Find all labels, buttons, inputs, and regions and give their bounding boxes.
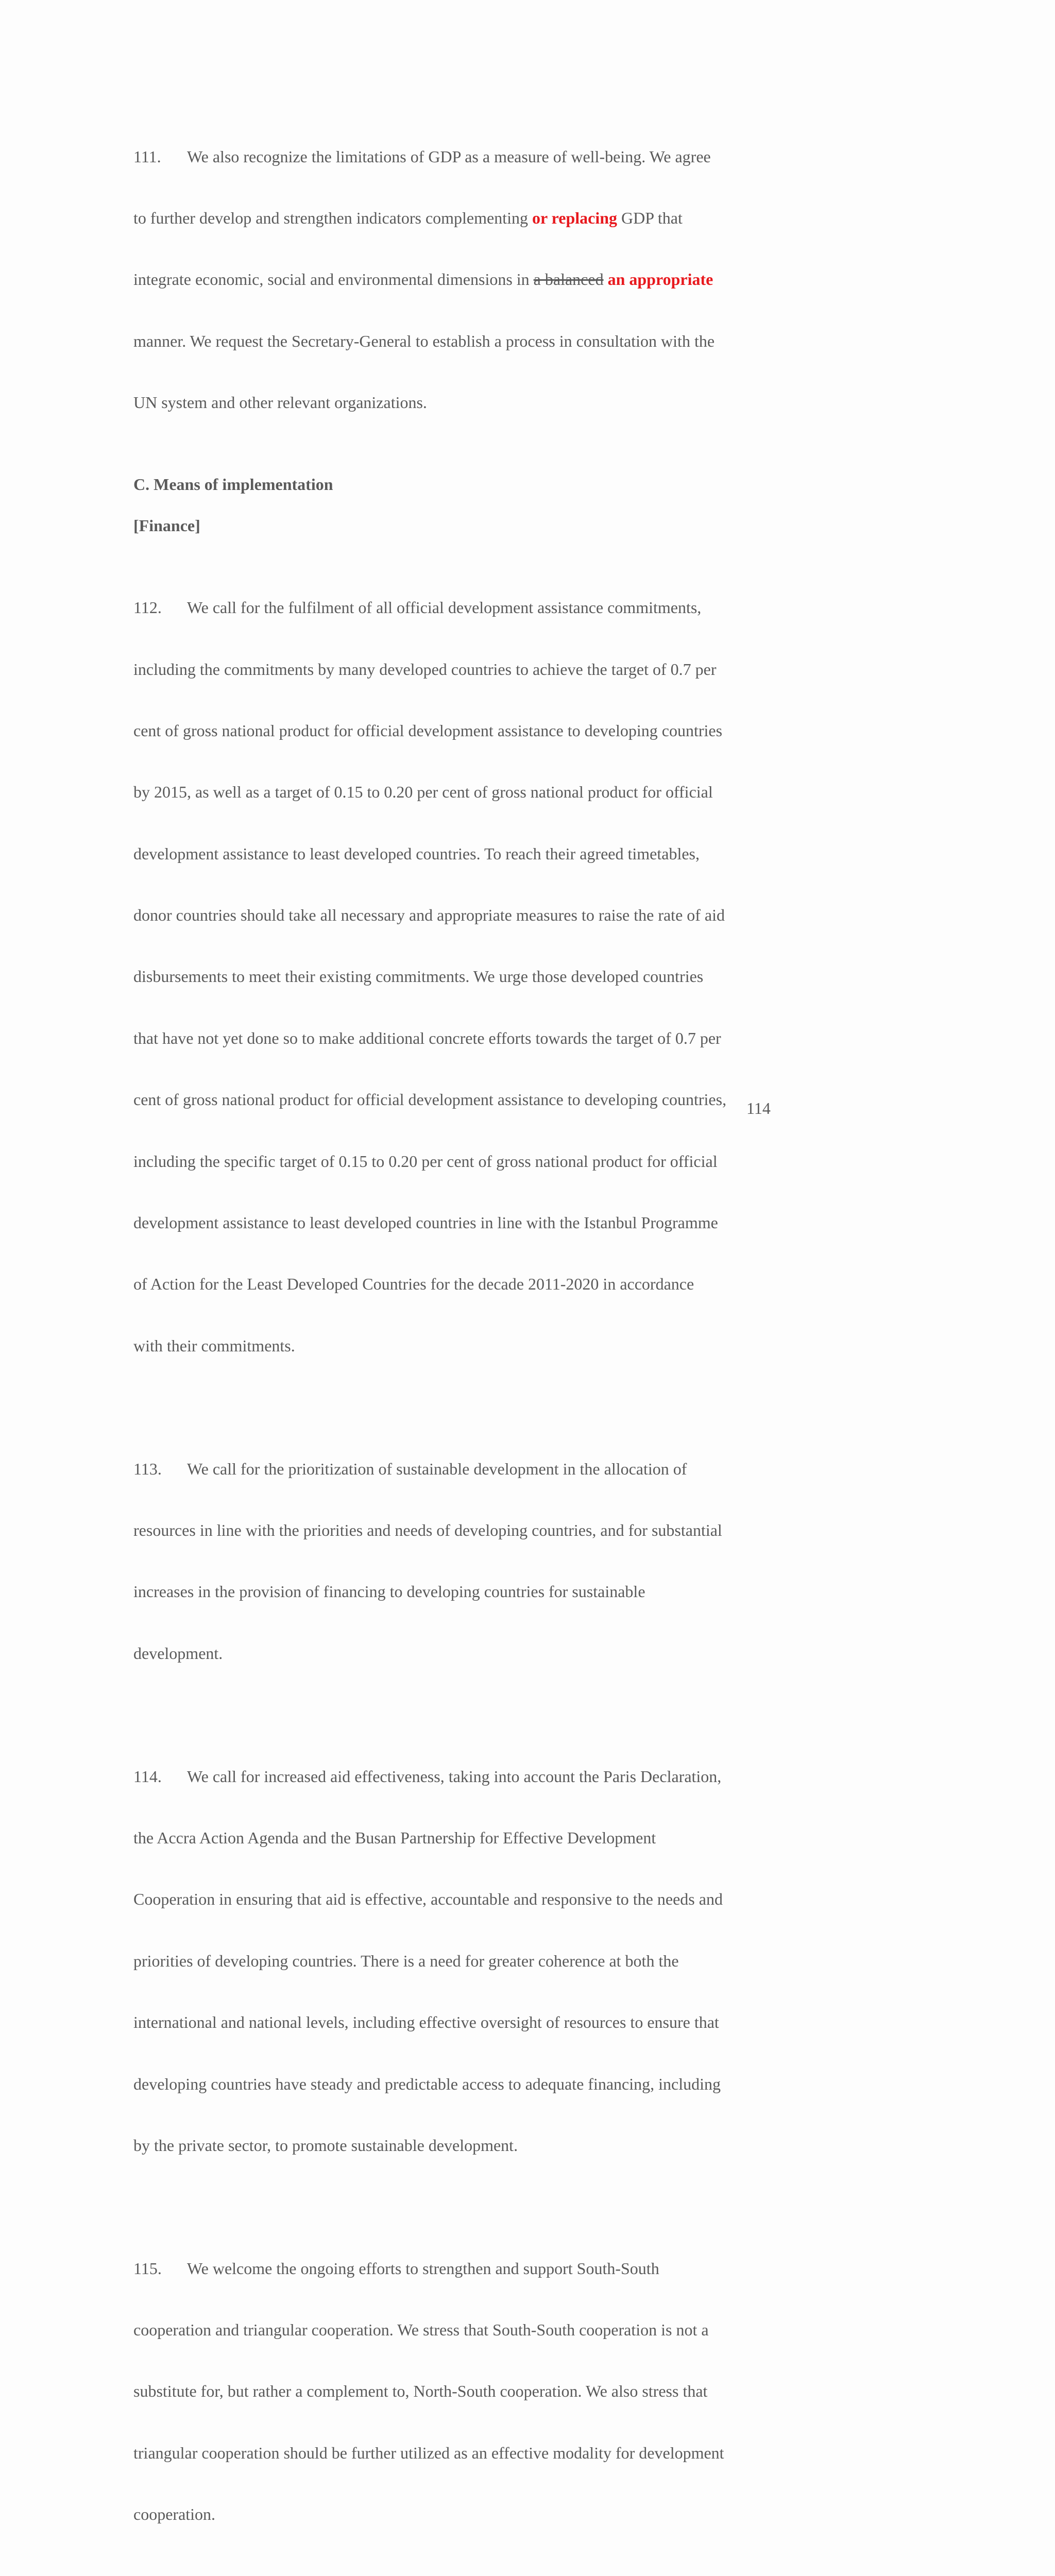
paragraph-line: disbursements to meet their existing commitments. We urge those developed countries [133,967,704,986]
paragraph-text: GDP that [617,208,683,227]
paragraph-line [133,269,777,290]
document-page [133,106,777,2576]
paragraph-line: UN system and other relevant organizations. [133,393,427,412]
paragraph-line: the Accra Action Agenda and the Busan Partnership for Effective Development [133,1828,656,1847]
paragraph-text: We also recognize the limitations of GDP as a measure of well-being. We agree [187,147,711,166]
paragraph-line: that have not yet done so to make additional concrete efforts towards the target of 0.7 per [133,1028,721,1047]
paragraph-line: increases in the provision of financing to developing countries for sustainable [133,1582,645,1601]
paragraph-text: We call for increased aid effectiveness, taking into account the Paris Declaration, [187,1767,722,1786]
paragraph-line: donor countries should take all necessary and appropriate measures to raise the rate of aid [133,906,725,925]
paragraph-line: manner. We request the Secretary-General to establish a process in consultation with the [133,331,715,350]
paragraph-line: international and national levels, including effective oversight of resources to ensure that [133,2013,719,2032]
paragraph-line [133,147,777,167]
paragraph-text: to further develop and strengthen indicators complementing [133,208,532,227]
paragraph-line: cent of gross national product for official development assistance to developing countries [133,721,723,740]
paragraph-111 [133,106,777,454]
paragraph-line: substitute for, but rather a complement to, North-South cooperation. We also stress that [133,2382,708,2401]
paragraph-line [133,208,777,229]
section-heading: C. Means of implementation [133,475,333,494]
paragraph-text: We call for the fulfilment of all official development assistance commitments, [187,598,702,617]
paragraph-text: We welcome the ongoing efforts to strengthen and support South-South [187,2259,659,2278]
paragraph-line: triangular cooperation should be further utilized as an effective modality for development [133,2443,724,2462]
paragraph-line: development assistance to least developed countries. To reach their agreed timetables, [133,844,700,863]
deleted-text: a balanced [533,270,604,289]
paragraph-line: by the private sector, to promote sustainable development. [133,2136,518,2155]
paragraph-112 [133,557,777,1398]
paragraph-number: 111. [133,147,161,166]
paragraph-114 [133,1725,777,2197]
paragraph-line: resources in line with the priorities and needs of developing countries, and for substantial [133,1520,722,1539]
inserted-text: or replacing [532,208,618,227]
paragraph-113 [133,1418,777,1705]
paragraph-line [133,1767,777,1787]
page-number: 114 [746,1099,771,1117]
paragraph-text [604,270,608,289]
paragraph-line: including the commitments by many developed countries to achieve the target of 0.7 per [133,659,717,679]
paragraph-line [133,598,777,618]
paragraph-line: by 2015, as well as a target of 0.15 to 0.20 per cent of gross national product for official [133,783,713,802]
paragraph-number: 112. [133,598,162,617]
paragraph-line: priorities of developing countries. There is a need for greater coherence at both the [133,1951,679,1970]
paragraph-number: 113. [133,1459,162,1478]
paragraph-line: including the specific target of 0.15 to 0.20 per cent of gross national product for official [133,1151,718,1171]
paragraph-line [133,1459,777,1480]
paragraph-line: with their commitments. [133,1336,295,1355]
paragraph-line: developing countries have steady and predictable access to adequate financing, including [133,2074,721,2093]
paragraph-line: development assistance to least developed countries in line with the Istanbul Programme [133,1213,718,1232]
paragraph-number: 114. [133,1767,162,1786]
paragraph-line: cent of gross national product for official development assistance to developing countries, [133,1090,727,1109]
paragraph-line: of Action for the Least Developed Countries for the decade 2011-2020 in accordance [133,1275,694,1294]
paragraph-line: cooperation. [133,2505,216,2524]
paragraph-text: integrate economic, social and environmental dimensions in [133,270,534,289]
paragraph-line [133,2259,777,2279]
paragraph-number: 115. [133,2259,162,2278]
subsection-heading: [Finance] [133,516,200,535]
paragraph-text: We call for the prioritization of sustainable development in the allocation of [187,1459,687,1478]
paragraph-115 [133,2217,777,2566]
paragraph-line: cooperation and triangular cooperation. We stress that South-South cooperation is not a [133,2320,709,2340]
inserted-text: an appropriate [607,270,713,289]
paragraph-line: development. [133,1643,223,1663]
paragraph-line: Cooperation in ensuring that aid is effective, accountable and responsive to the needs and [133,1890,723,1909]
